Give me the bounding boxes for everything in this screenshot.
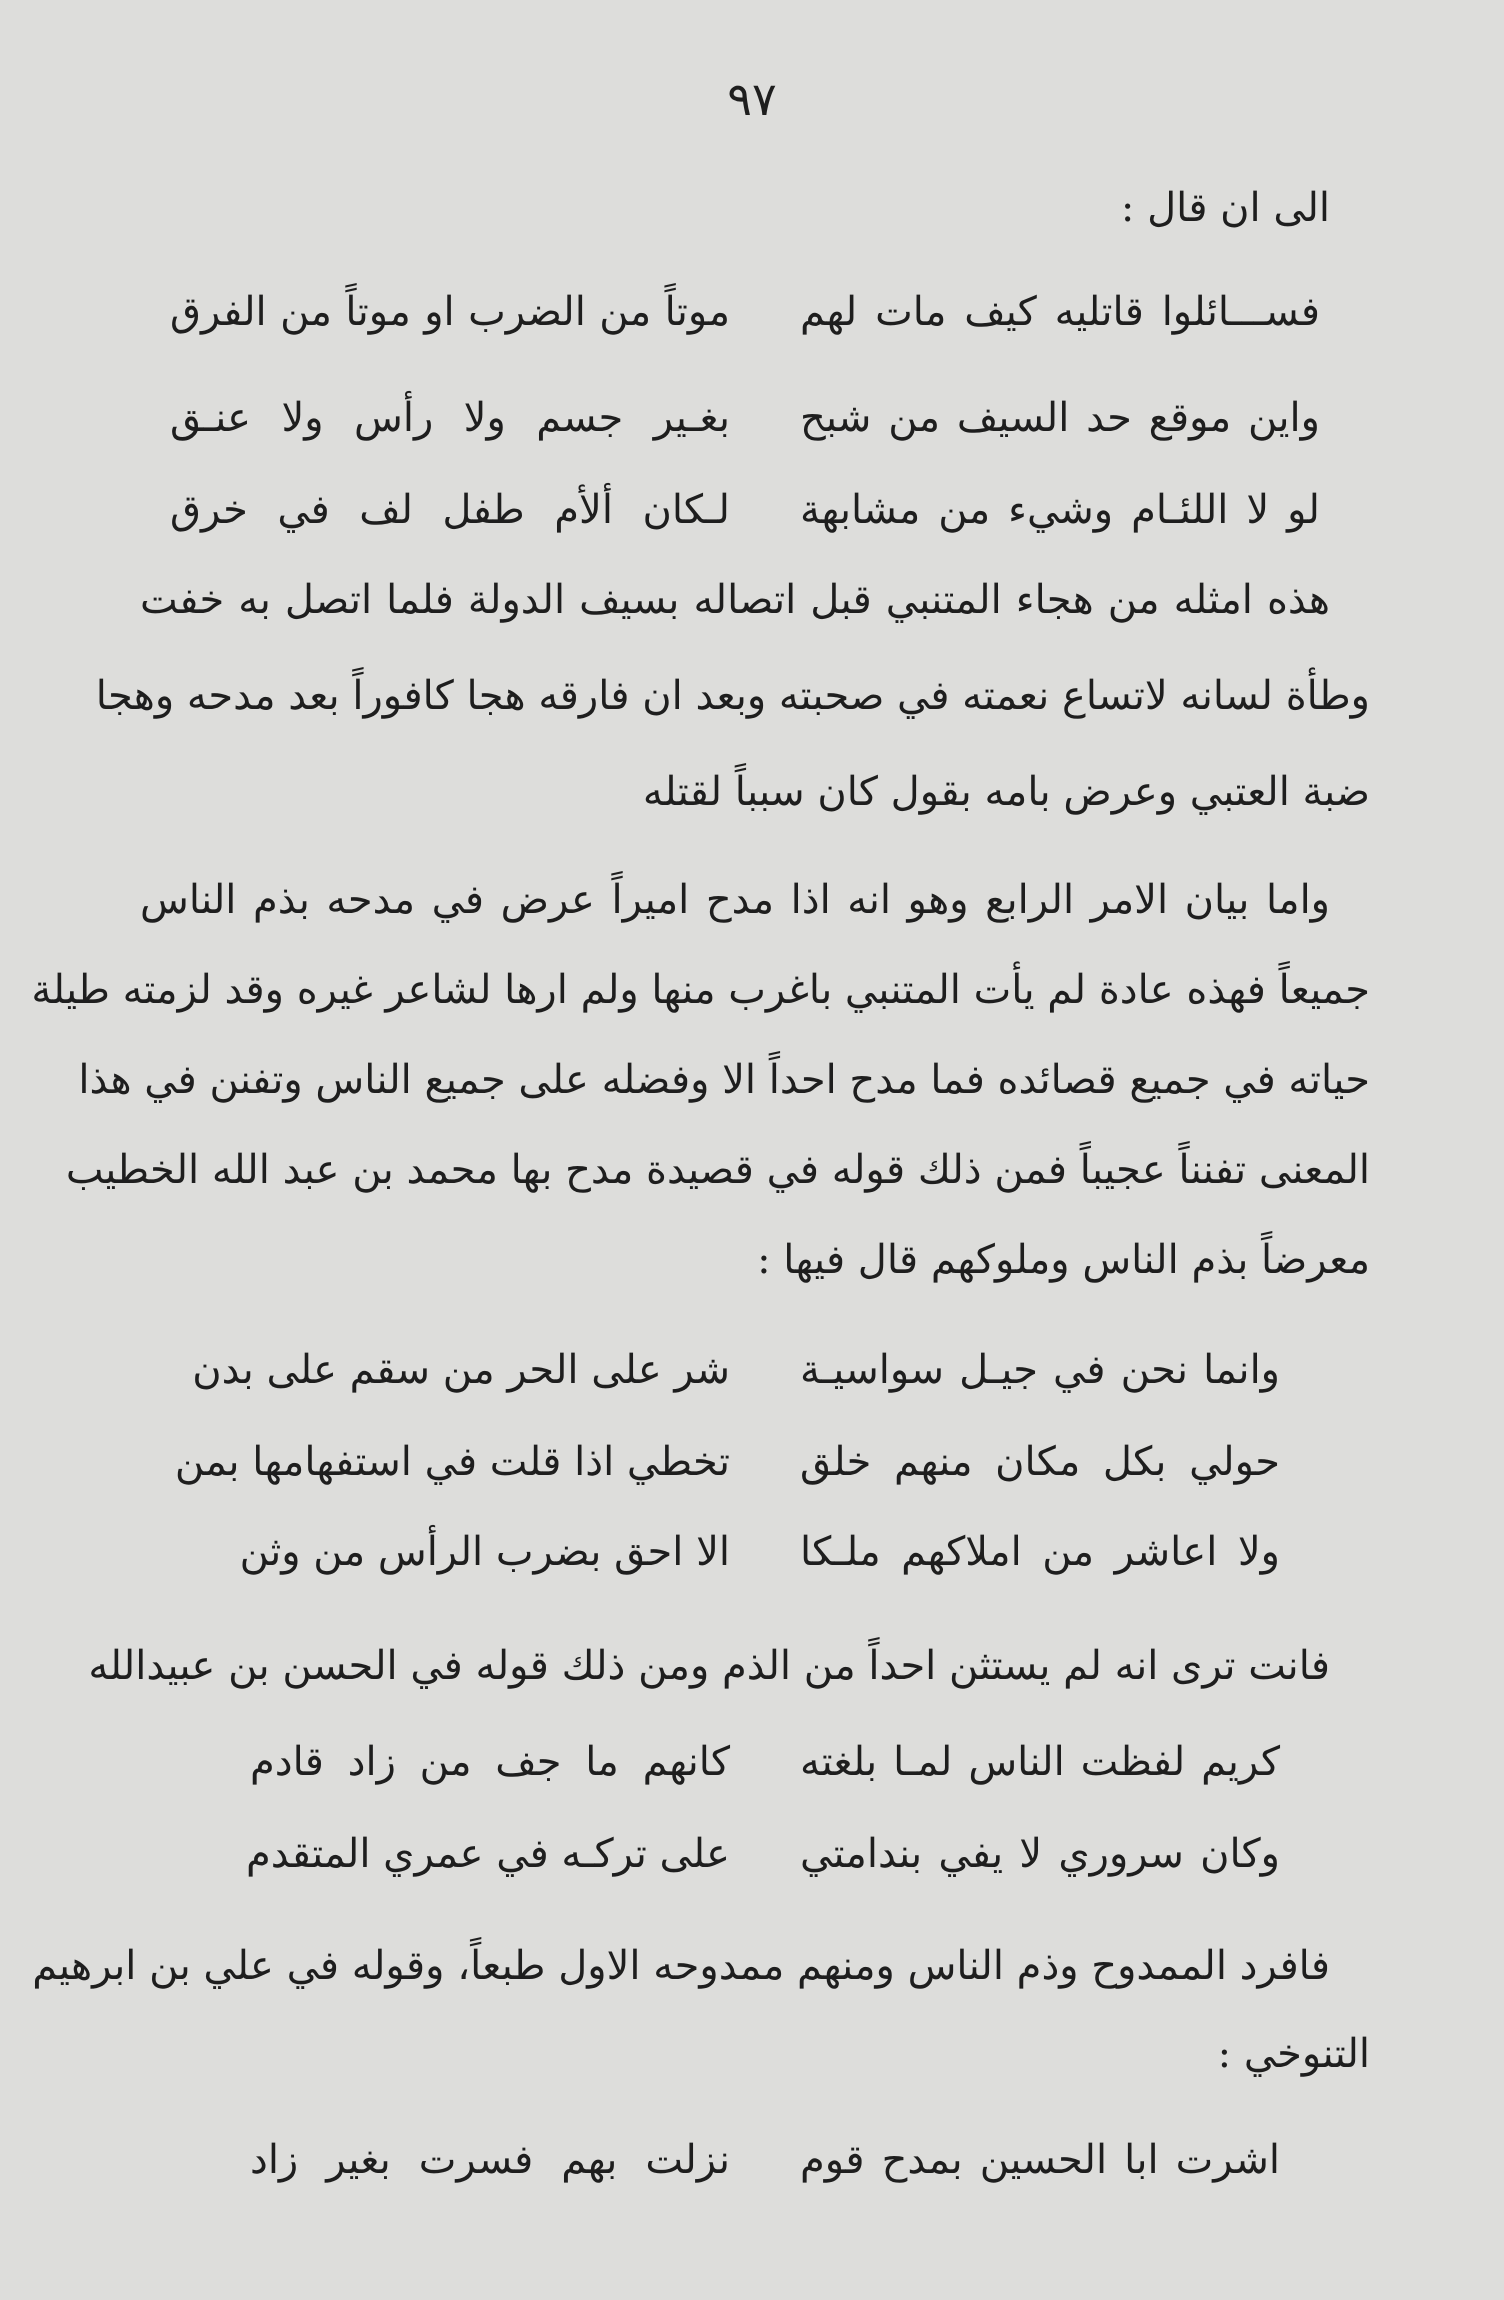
verse-row — [140, 1330, 1370, 1410]
verse-first-half: فســـائلوا قاتليه كيف مات لهم — [800, 289, 1320, 335]
verse-second-half: كانهم ما جف من زاد قادم — [250, 1739, 730, 1785]
paragraph-line: حياته في جميع قصائده فما مدح احداً الا وفضله على جميع الناس وتفنن في هذا — [78, 1057, 1370, 1103]
verse-second-half: على تركـه في عمري المتقدم — [245, 1831, 730, 1877]
verse-second-half: تخطي اذا قلت في استفهامها بمن — [174, 1439, 730, 1485]
verse-first-half: ولا اعاشر من املاكهم ملـكا — [800, 1529, 1280, 1575]
paragraph-line: وطأة لسانه لاتساع نعمته في صحبته وبعد ان فارقه هجا كافوراً بعد مدحه وهجا — [95, 673, 1370, 719]
verse-row — [140, 378, 1370, 458]
verse-second-half: بغـير جسم ولا رأس ولا عنـق — [170, 395, 730, 441]
paragraph-line: هذه امثله من هجاء المتنبي قبل اتصاله بسيف الدولة فلما اتصل به خفت — [140, 577, 1330, 623]
verse-row — [140, 470, 1370, 550]
paragraph-line: ضبة العتبي وعرض بامه بقول كان سبباً لقتله — [642, 769, 1370, 815]
verse-first-half: وانما نحن في جيـل سواسيـة — [800, 1347, 1280, 1393]
verse-row — [140, 1512, 1370, 1592]
verse-second-half: الا احق بضرب الرأس من وثن — [239, 1529, 730, 1575]
verse-second-half: لـكان ألأم طفل لف في خرق — [170, 487, 730, 533]
paragraph-line: معرضاً بذم الناس وملوكهم قال فيها : — [757, 1237, 1370, 1283]
verse-first-half: واين موقع حد السيف من شبح — [800, 395, 1320, 441]
verse-second-half: نزلت بهم فسرت بغير زاد — [250, 2137, 730, 2183]
verse-first-half: حولي بكل مكان منهم خلق — [800, 1439, 1280, 1485]
verse-row — [140, 272, 1370, 352]
verse-second-half: شر على الحر من سقم على بدن — [192, 1347, 730, 1393]
verse-row — [140, 2120, 1370, 2200]
paragraph-line: المعنى تفنناً عجيباً فمن ذلك قوله في قصيدة مدح بها محمد بن عبد الله الخطيب — [65, 1147, 1370, 1193]
paragraph-line: واما بيان الامر الرابع وهو انه اذا مدح اميراً عرض في مدحه بذم الناس — [140, 877, 1330, 923]
verse-second-half: موتاً من الضرب او موتاً من الفرق — [170, 289, 730, 335]
paragraph-line: فافرد الممدوح وذم الناس ومنهم ممدوحه الاول طبعاً، وقوله في علي بن ابرهيم — [32, 1943, 1330, 1989]
paragraph-line: جميعاً فهذه عادة لم يأت المتنبي باغرب منها ولم ارها لشاعر غيره وقد لزمته طيلة — [31, 967, 1370, 1013]
verse-first-half: اشرت ابا الحسين بمدح قوم — [800, 2137, 1280, 2183]
verse-row — [140, 1722, 1370, 1802]
verse-first-half: لو لا اللئـام وشيء من مشابهة — [800, 487, 1320, 533]
paragraph-line: التنوخي : — [1217, 2031, 1370, 2077]
paragraph-line: فانت ترى انه لم يستثن احداً من الذم ومن ذلك قوله في الحسن بن عبيدالله — [88, 1643, 1330, 1689]
verse-first-half: كريم لفظت الناس لمـا بلغته — [800, 1739, 1280, 1785]
verse-row — [140, 1422, 1370, 1502]
intro-line: الى ان قال : — [1120, 185, 1330, 231]
verse-row — [140, 1814, 1370, 1894]
verse-first-half: وكان سروري لا يفي بندامتي — [800, 1831, 1280, 1877]
page-number: ٩٧ — [727, 72, 777, 126]
